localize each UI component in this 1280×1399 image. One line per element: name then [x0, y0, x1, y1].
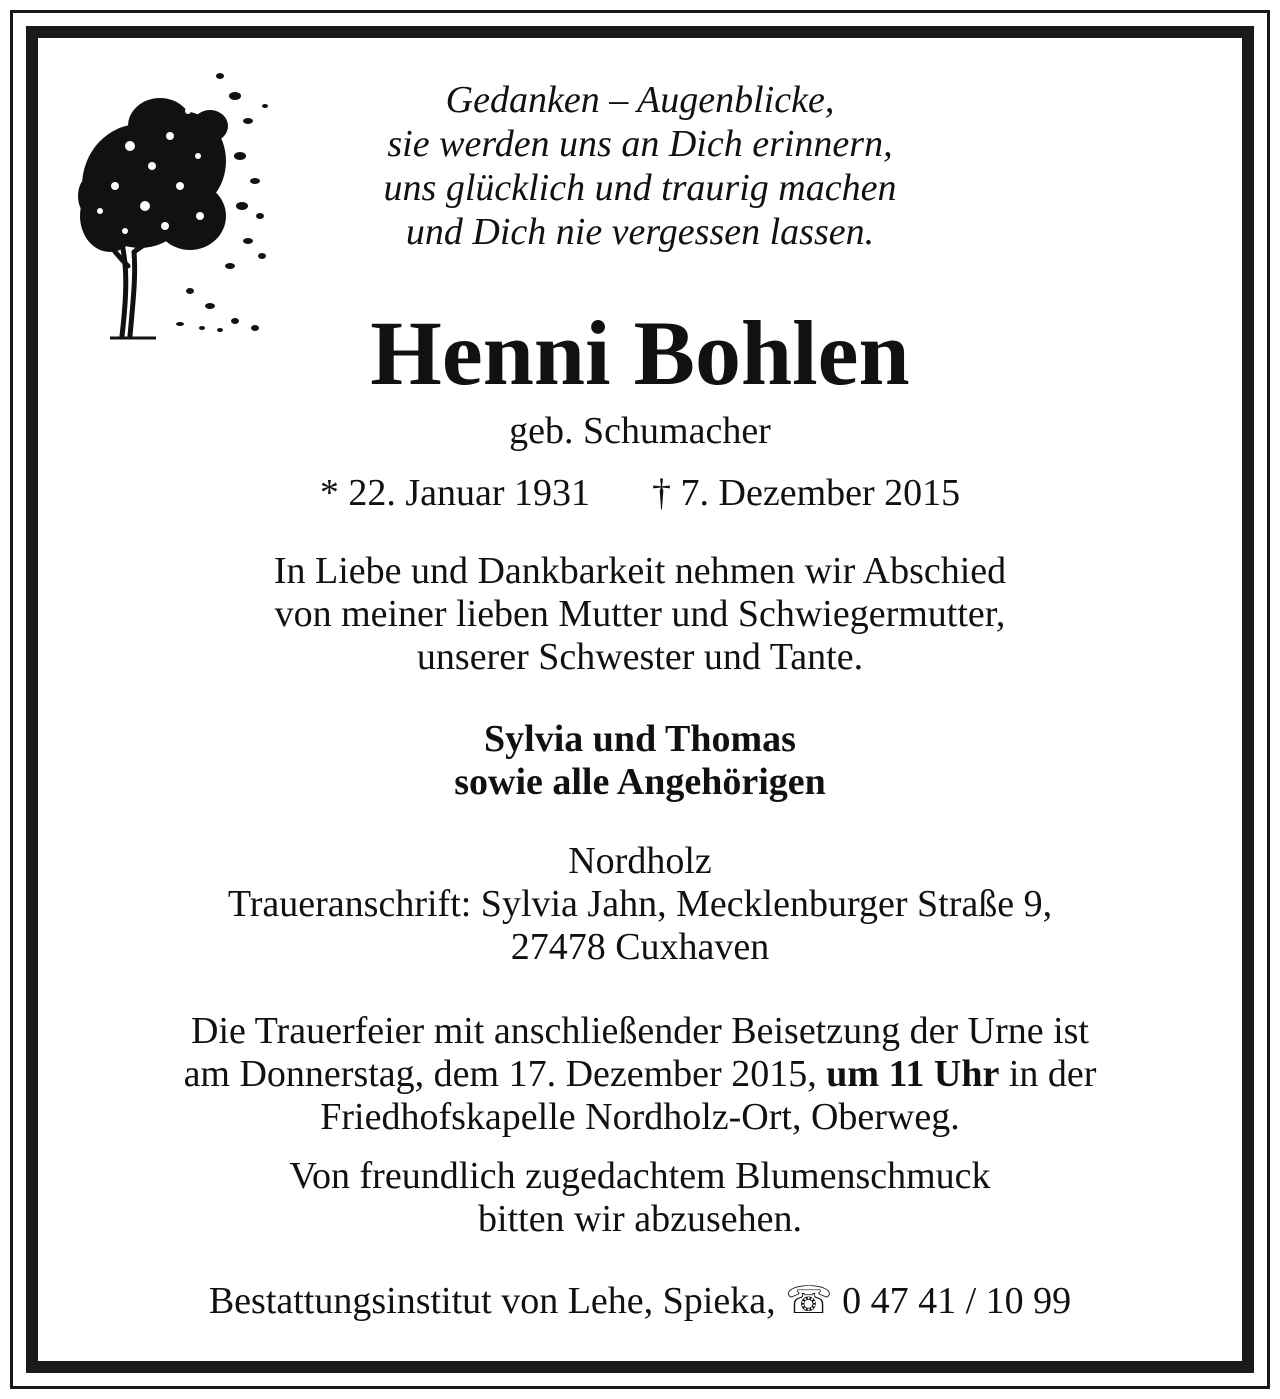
undertaker-name: Bestattungsinstitut von Lehe, Spieka,	[208, 1280, 776, 1322]
telephone-icon: ☏	[785, 1280, 833, 1322]
mourning-address	[0, 840, 1280, 969]
signers	[0, 718, 1280, 804]
ceremony-line	[0, 1053, 1280, 1096]
address-line: Traueranschrift: Sylvia Jahn, Mecklenburger Straße 9,	[227, 883, 1053, 925]
flowers-line: Von freundlich zugedachtem Blumenschmuck	[289, 1155, 991, 1197]
address-place: Nordholz	[568, 840, 712, 882]
undertaker-info	[0, 1280, 1280, 1323]
mourning-line: In Liebe und Dankbarkeit nehmen wir Abschied	[273, 550, 1007, 592]
poem	[300, 78, 980, 254]
undertaker-phone: 0 47 41 / 10 99	[842, 1280, 1072, 1322]
signer-line: Sylvia und Thomas	[484, 718, 796, 760]
death-date: † 7. Dezember 2015	[652, 472, 961, 514]
birth-name: geb. Schumacher	[509, 410, 771, 452]
flowers-note	[0, 1155, 1280, 1241]
flowers-line: bitten wir abzusehen.	[478, 1198, 802, 1240]
mourning-line: unserer Schwester und Tante.	[416, 636, 864, 678]
ceremony-info	[0, 1010, 1280, 1139]
life-dates	[0, 470, 1280, 516]
ceremony-line: Friedhofskapelle Nordholz-Ort, Oberweg.	[320, 1096, 960, 1138]
ceremony-line: Die Trauerfeier mit anschließender Beisetzung der Urne ist	[191, 1010, 1089, 1052]
birth-date: * 22. Januar 1931	[319, 472, 591, 514]
signer-line: sowie alle Angehörigen	[454, 761, 826, 803]
ceremony-date: am Donnerstag, dem 17. Dezember 2015,	[183, 1053, 817, 1095]
poem-line: und Dich nie vergessen lassen.	[405, 211, 875, 253]
mourning-text	[0, 550, 1280, 679]
ceremony-time: um 11 Uhr	[826, 1053, 1000, 1095]
address-line: 27478 Cuxhaven	[510, 926, 770, 968]
mourning-line: von meiner lieben Mutter und Schwiegermutter,	[274, 593, 1006, 635]
deceased-name: Henni Bohlen	[370, 302, 910, 404]
poem-line: Gedanken – Augenblicke,	[445, 79, 835, 121]
ceremony-text: in der	[1008, 1053, 1097, 1095]
poem-line: sie werden uns an Dich erinnern,	[387, 123, 893, 165]
poem-line: uns glücklich und traurig machen	[383, 167, 897, 209]
